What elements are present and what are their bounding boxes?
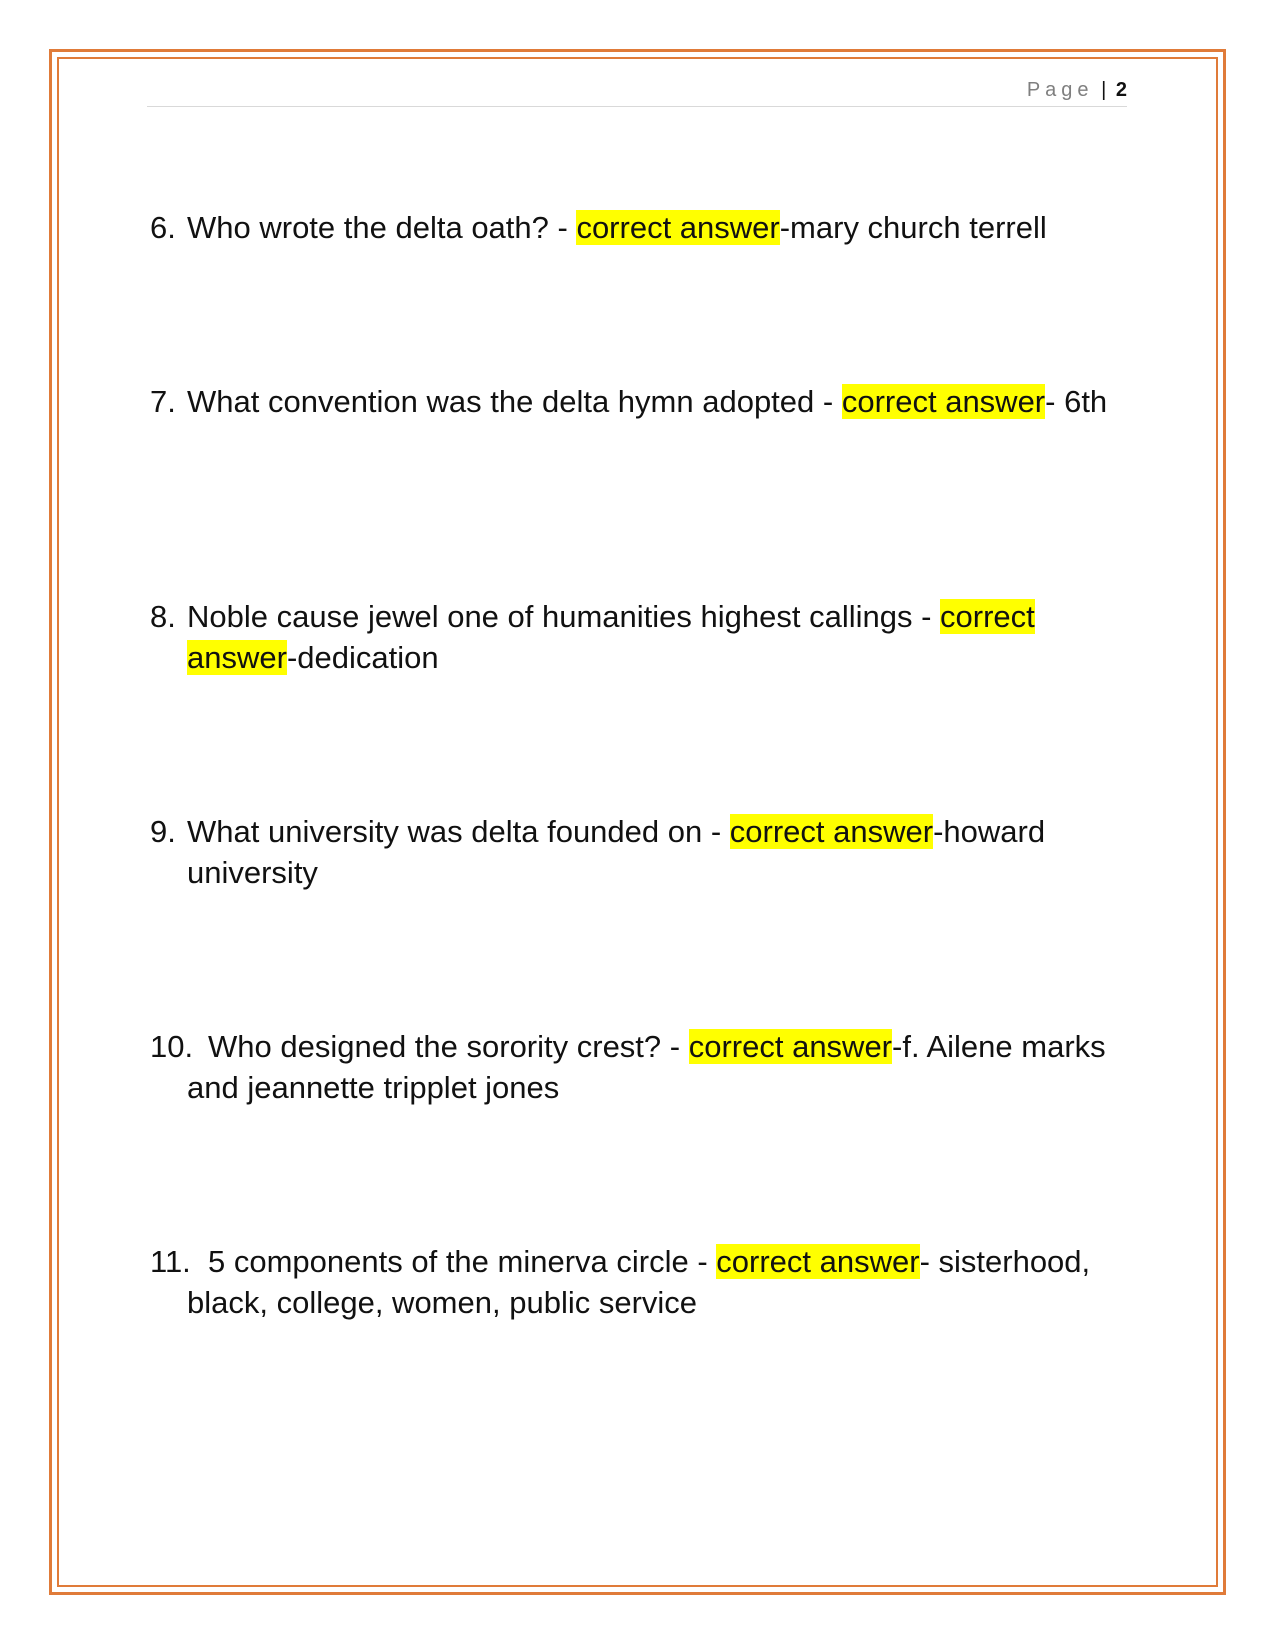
answer-text: -mary church terrell: [779, 210, 1047, 245]
answer-label: correct answer: [841, 384, 1046, 419]
answer-text: - sisterhood, black, college, women, public service: [187, 1244, 1091, 1320]
page-separator: |: [1101, 79, 1107, 101]
answer-label-continued: answer: [187, 640, 287, 675]
answer-label: correct: [940, 599, 1035, 634]
question-number: 9.: [150, 814, 176, 849]
question-text: 5 components of the minerva circle -: [208, 1244, 717, 1279]
page-number: 2: [1115, 79, 1127, 101]
page-word: Page: [1026, 79, 1094, 101]
question-number: 11.: [150, 1244, 191, 1279]
question-number: 6.: [150, 210, 176, 245]
question-text: Who wrote the delta oath? -: [187, 210, 577, 245]
answer-label: correct answer: [729, 814, 934, 849]
answer-text: -dedication: [286, 640, 439, 675]
question-8: [150, 596, 1130, 678]
page-header: [147, 74, 1127, 107]
question-text: Noble cause jewel one of humanities highest callings -: [187, 599, 941, 634]
answer-text: -howard university: [187, 814, 1046, 890]
question-7: [150, 381, 1130, 422]
question-text: Who designed the sorority crest? -: [208, 1029, 689, 1064]
question-number: 10.: [150, 1029, 194, 1064]
question-11: [150, 1241, 1130, 1323]
question-10: [150, 1026, 1130, 1108]
answer-text: - 6th: [1045, 384, 1108, 419]
answer-text: -f. Ailene marks and jeannette tripplet jones: [187, 1029, 1106, 1105]
question-number: 7.: [150, 384, 176, 419]
question-6: [150, 207, 1130, 248]
question-text: What convention was the delta hymn adopted -: [187, 384, 842, 419]
question-text: What university was delta founded on -: [187, 814, 730, 849]
question-9: [150, 811, 1130, 893]
question-number: 8.: [150, 599, 176, 634]
answer-label: correct answer: [688, 1029, 893, 1064]
answer-label: correct answer: [576, 210, 780, 245]
answer-label: correct answer: [716, 1244, 920, 1279]
page-number-label: [1027, 78, 1127, 102]
